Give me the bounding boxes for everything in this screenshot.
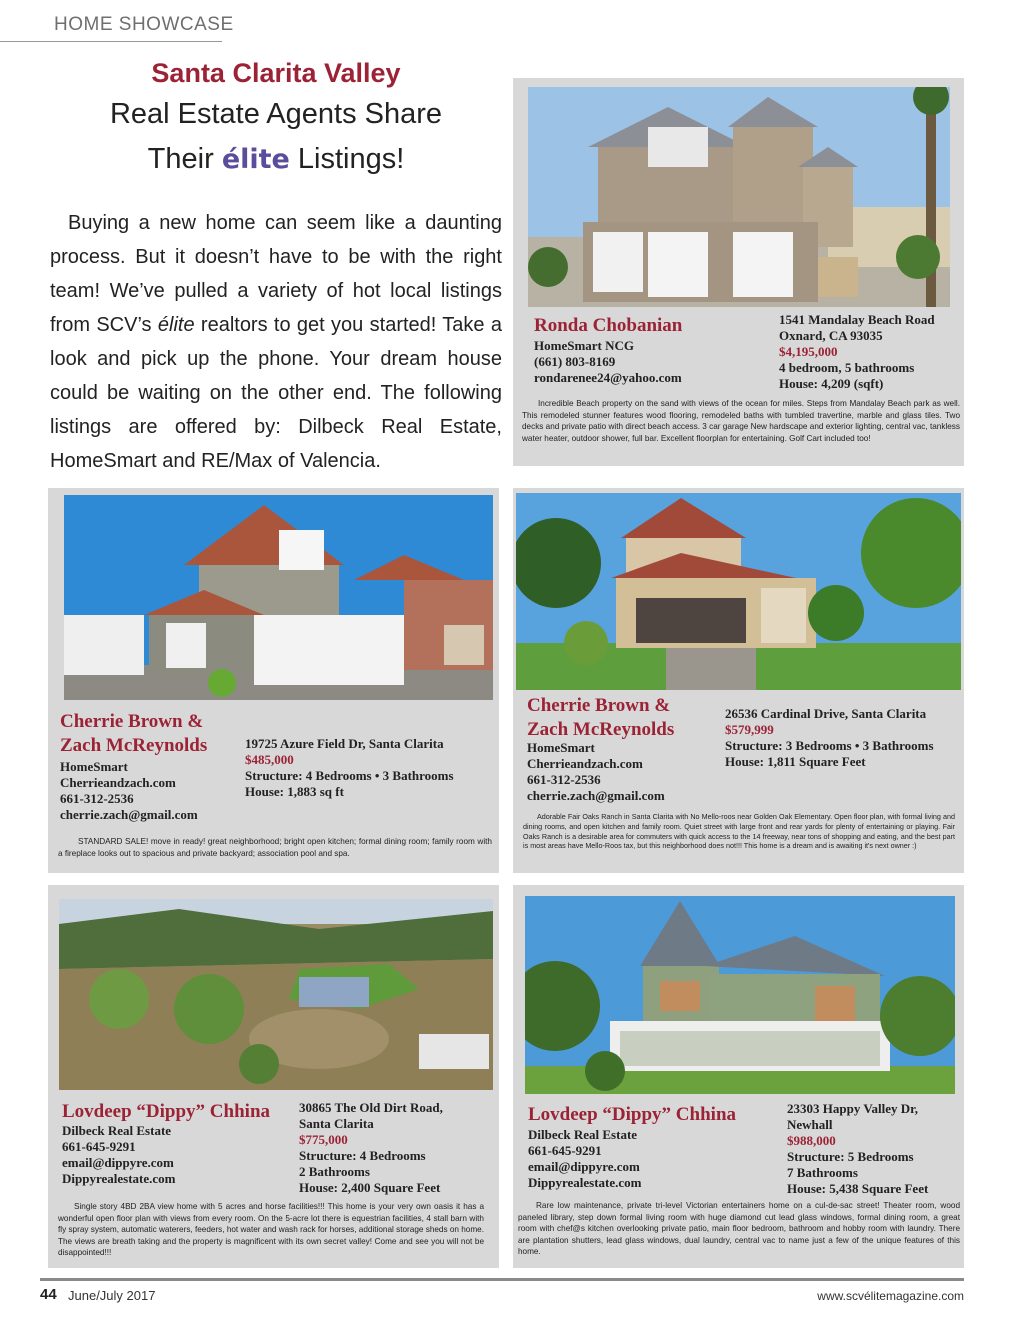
agent-contact xyxy=(62,1123,175,1187)
details-2: House: 4,209 (sqft) xyxy=(779,376,884,391)
brokerage: Dilbeck Real Estate xyxy=(62,1123,172,1138)
intro-paragraph xyxy=(50,206,502,478)
property-description: STANDARD SALE! move in ready! great neighborhood; bright open kitchen; formal dining room; family room with a fireplace looks out to spacious and private backyard; association pool and spa. xyxy=(58,837,492,858)
agent-contact xyxy=(60,759,198,823)
property-description: Single story 4BD 2BA view home with 5 acres and horse facilities!!! This home is your very own oasis it has a wonderful open floor plan with views from every room. On the 5-acre lot there is equestrian facilities, 4 stall barn with fly spray system, automatic waterers, feeders, hot water and wash rack for horses, additional storage sheds on home. The views are breath taking and the property is magnificent with its own secret valley! Come and see you will not be disappointed!!! xyxy=(58,1202,484,1258)
property-info xyxy=(787,1101,928,1197)
listing-photo-victorian-house xyxy=(525,896,955,1094)
headline-line-3 xyxy=(58,143,494,176)
agent-contact xyxy=(527,740,665,804)
section-divider xyxy=(0,41,222,42)
address-line-2: Newhall xyxy=(787,1117,833,1132)
brokerage: Dilbeck Real Estate xyxy=(528,1127,638,1142)
listing-photo-beach-house xyxy=(528,87,950,307)
phone: 661-312-2536 xyxy=(60,791,134,806)
email: email@dippyre.com xyxy=(62,1155,174,1170)
agent-name xyxy=(60,710,207,758)
address-line-1: 19725 Azure Field Dr, Santa Clarita xyxy=(245,736,444,751)
property-info xyxy=(779,312,935,392)
website: Dippyrealestate.com xyxy=(62,1171,176,1186)
section-label: HOME SHOWCASE xyxy=(54,14,234,35)
listing-card-happy-valley xyxy=(513,885,964,1268)
email: email@dippyre.com xyxy=(528,1159,640,1174)
phone: (661) 803-8169 xyxy=(534,354,616,369)
website: Cherrieandzach.com xyxy=(527,756,643,771)
address-line-1: 23303 Happy Valley Dr, xyxy=(787,1101,918,1116)
property-description: Rare low maintenance, private tri-level Victorian entertainers home on a cul-de-sac street! Theater room, wood paneled library, step down formal living room with huge diamond cut lead glass windows, formal dining room, a great room with chef@s kitchen overlooking private patio, main floor bedroom, bathroom and hobby room with laundry. There are plantation shutters, lead glass windows, dual laundry, central vac to name just a few of the unique features of this home. xyxy=(518,1201,960,1257)
footer-divider xyxy=(40,1278,964,1281)
details-2: 7 Bathrooms xyxy=(787,1165,858,1180)
agent-contact xyxy=(528,1127,641,1191)
agent-name: Lovdeep “Dippy” Chhina xyxy=(528,1104,737,1125)
price: $988,000 xyxy=(787,1133,836,1148)
intro-elite: élite xyxy=(157,314,195,336)
listing-photo-cardinal-drive-house xyxy=(516,493,961,690)
price: $775,000 xyxy=(299,1132,348,1147)
website: Cherrieandzach.com xyxy=(60,775,176,790)
listing-card-cardinal-drive xyxy=(513,488,964,873)
details-3: House: 5,438 Square Feet xyxy=(787,1181,929,1196)
listing-photo-azure-field-house xyxy=(64,495,493,700)
magazine-website: www.scvélitemagazine.com xyxy=(817,1289,964,1303)
issue-date: June/July 2017 xyxy=(68,1288,156,1303)
email: rondarenee24@yahoo.com xyxy=(534,370,682,385)
listing-card-old-dirt-road xyxy=(48,885,499,1268)
details-2: House: 1,811 Square Feet xyxy=(725,754,866,769)
details-1: Structure: 4 Bedrooms • 3 Bathrooms xyxy=(245,768,454,783)
phone: 661-312-2536 xyxy=(527,772,601,787)
email: cherrie.zach@gmail.com xyxy=(60,807,198,822)
headline-line-1: Santa Clarita Valley xyxy=(151,58,401,88)
address-line-1: 26536 Cardinal Drive, Santa Clarita xyxy=(725,706,927,721)
website: Dippyrealestate.com xyxy=(528,1175,642,1190)
details-1: 4 bedroom, 5 bathrooms xyxy=(779,360,915,375)
agent-name-line-1: Cherrie Brown & xyxy=(527,695,671,716)
email: cherrie.zach@gmail.com xyxy=(527,788,665,803)
price: $579,999 xyxy=(725,722,774,737)
listing-card-ronda xyxy=(513,78,964,466)
address-line-2: Oxnard, CA 93035 xyxy=(779,328,883,343)
property-info xyxy=(299,1100,443,1196)
agent-name-line-1: Cherrie Brown & xyxy=(60,711,204,732)
price: $4,195,000 xyxy=(779,344,838,359)
agent-name-line-2: Zach McReynolds xyxy=(60,735,208,756)
property-info xyxy=(245,736,454,800)
headline-their: Their xyxy=(147,143,214,175)
agent-name: Ronda Chobanian xyxy=(534,315,683,336)
intro-text-2: realtors to get you started! Take a look and pick up the phone. Your dream house could be waiting on the other end. The following listings are offered by: Dilbeck Real Estate, HomeSmart and RE/Max of Valencia. xyxy=(50,314,502,472)
intro-text-1: Buying a new home can seem like a daunting process. But it doesn’t have to be with the right team! We’ve pulled a variety of hot local listings from SCV’s xyxy=(50,212,502,336)
details-3: House: 2,400 Square Feet xyxy=(299,1180,441,1195)
page-number: 44 xyxy=(40,1286,57,1303)
address-line-2: Santa Clarita xyxy=(299,1116,374,1131)
details-2: 2 Bathrooms xyxy=(299,1164,370,1179)
agent-contact xyxy=(534,338,682,386)
address-line-1: 30865 The Old Dirt Road, xyxy=(299,1100,443,1115)
phone: 661-645-9291 xyxy=(528,1143,602,1158)
address-line-1: 1541 Mandalay Beach Road xyxy=(779,312,935,327)
agent-name-line-2: Zach McReynolds xyxy=(527,719,675,740)
details-1: Structure: 5 Bedrooms xyxy=(787,1149,914,1164)
brokerage: HomeSmart xyxy=(527,740,595,755)
brokerage: HomeSmart xyxy=(60,759,128,774)
listing-photo-old-dirt-road-aerial xyxy=(59,899,493,1090)
price: $485,000 xyxy=(245,752,294,767)
headline-elite-word: élite xyxy=(221,144,290,175)
details-2: House: 1,883 sq ft xyxy=(245,784,344,799)
property-description: Adorable Fair Oaks Ranch in Santa Clarita with No Mello-roos near Golden Oak Elementary. Open floor plan, with formal living and dining rooms, and open kitchen and family room. Quiet street with large front and rear yards for plenty of entertaining or playing. Fair Oaks Ranch is a desirable area for commuters with quick access to the 14 freeway, near tons of shopping and eating, and the best part is most areas have Mello-Roos tax, but this neighborhood does not!!! This home is a dream and is awaiting it's next owner :) xyxy=(523,812,955,851)
property-description: Incredible Beach property on the sand with views of the ocean for miles. Steps from Mandalay Beach park as well. This remodeled stunner features wood flooring, remodeled baths with tumbled travertine, marble and glass tiles. Two decks and private patio with direct beach access. 3 car garage New hardscape and exterior lighting, central vac, tankless water heater, outdoor shower, full bar. Excellent floorplan for entertaining. Golf Cart included too! xyxy=(522,399,960,443)
details-1: Structure: 4 Bedrooms xyxy=(299,1148,426,1163)
headline-listings: Listings! xyxy=(297,143,405,175)
headline-line-2: Real Estate Agents Share xyxy=(109,98,443,130)
details-1: Structure: 3 Bedrooms • 3 Bathrooms xyxy=(725,738,934,753)
property-info xyxy=(725,706,934,770)
phone: 661-645-9291 xyxy=(62,1139,136,1154)
agent-name: Lovdeep “Dippy” Chhina xyxy=(62,1101,271,1122)
listing-card-azure-field xyxy=(48,488,499,873)
agent-name xyxy=(527,694,674,742)
brokerage: HomeSmart NCG xyxy=(534,338,635,353)
